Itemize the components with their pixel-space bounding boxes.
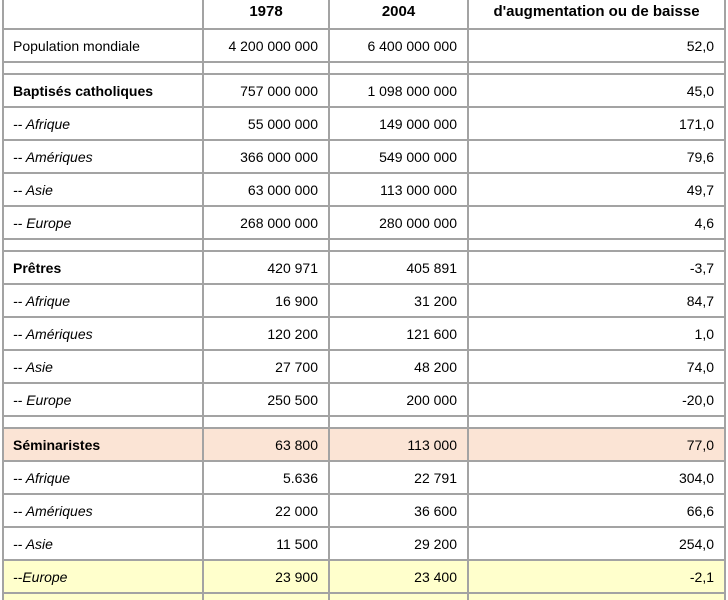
row-label: Population mondiale xyxy=(3,29,203,62)
row-value-1978: 420 971 xyxy=(203,251,329,284)
row-value-2004: 405 891 xyxy=(329,251,468,284)
empty-cell xyxy=(329,416,468,428)
empty-cell xyxy=(329,239,468,251)
row-value-1978: 757 000 000 xyxy=(203,74,329,107)
row-value-percentage: 171,0 xyxy=(468,107,725,140)
row-value-percentage: 52,0 xyxy=(468,29,725,62)
table-row xyxy=(3,383,725,416)
header-cell-label xyxy=(3,0,203,29)
row-value-2004: 113 000 xyxy=(329,428,468,461)
row-value-percentage: 304,0 xyxy=(468,461,725,494)
empty-cell xyxy=(3,593,203,600)
row-value-1978: 23 900 xyxy=(203,560,329,593)
row-value-1978: 22 000 xyxy=(203,494,329,527)
table-body xyxy=(3,29,725,600)
empty-cell xyxy=(3,239,203,251)
row-value-2004: 6 400 000 000 xyxy=(329,29,468,62)
table-header xyxy=(3,0,725,29)
row-value-2004: 1 098 000 000 xyxy=(329,74,468,107)
row-value-2004: 31 200 xyxy=(329,284,468,317)
empty-cell xyxy=(203,593,329,600)
table-row xyxy=(3,107,725,140)
table-row xyxy=(3,284,725,317)
empty-cell xyxy=(203,62,329,74)
row-label: --Europe xyxy=(3,560,203,593)
empty-cell xyxy=(203,416,329,428)
row-value-2004: 48 200 xyxy=(329,350,468,383)
table-row xyxy=(3,428,725,461)
row-value-1978: 63 000 000 xyxy=(203,173,329,206)
row-value-2004: 549 000 000 xyxy=(329,140,468,173)
row-value-percentage: 45,0 xyxy=(468,74,725,107)
row-value-percentage: 79,6 xyxy=(468,140,725,173)
header-cell-2004: 2004 xyxy=(329,0,468,29)
empty-cell xyxy=(3,416,203,428)
table-row xyxy=(3,29,725,62)
row-value-2004: 29 200 xyxy=(329,527,468,560)
row-value-percentage: 254,0 xyxy=(468,527,725,560)
row-value-2004: 121 600 xyxy=(329,317,468,350)
row-value-1978: 5.636 xyxy=(203,461,329,494)
spacer-row xyxy=(3,239,725,251)
row-value-1978: 55 000 000 xyxy=(203,107,329,140)
row-value-percentage: -3,7 xyxy=(468,251,725,284)
header-cell-percentage: d'augmentation ou de baisse xyxy=(468,0,725,29)
empty-cell xyxy=(468,416,725,428)
row-value-percentage: 49,7 xyxy=(468,173,725,206)
row-value-percentage: 66,6 xyxy=(468,494,725,527)
row-label: -- Asie xyxy=(3,173,203,206)
row-label: -- Europe xyxy=(3,206,203,239)
spacer-row xyxy=(3,416,725,428)
statistics-table xyxy=(2,0,726,600)
row-label: -- Afrique xyxy=(3,461,203,494)
row-label: Baptisés catholiques xyxy=(3,74,203,107)
empty-cell xyxy=(329,593,468,600)
row-value-1978: 11 500 xyxy=(203,527,329,560)
row-label: Prêtres xyxy=(3,251,203,284)
table-row xyxy=(3,206,725,239)
partial-row xyxy=(3,593,725,600)
row-label: -- Asie xyxy=(3,350,203,383)
empty-cell xyxy=(329,62,468,74)
empty-cell xyxy=(468,62,725,74)
row-value-percentage: -20,0 xyxy=(468,383,725,416)
table-row xyxy=(3,527,725,560)
row-label: -- Amériques xyxy=(3,140,203,173)
row-value-percentage: 1,0 xyxy=(468,317,725,350)
row-value-percentage: 84,7 xyxy=(468,284,725,317)
row-value-1978: 120 200 xyxy=(203,317,329,350)
row-label: -- Europe xyxy=(3,383,203,416)
row-value-2004: 200 000 xyxy=(329,383,468,416)
row-label: Séminaristes xyxy=(3,428,203,461)
row-value-1978: 250 500 xyxy=(203,383,329,416)
row-value-2004: 149 000 000 xyxy=(329,107,468,140)
table-row xyxy=(3,251,725,284)
table-row xyxy=(3,173,725,206)
row-value-percentage: -2,1 xyxy=(468,560,725,593)
table-row xyxy=(3,494,725,527)
row-value-2004: 23 400 xyxy=(329,560,468,593)
row-value-1978: 63 800 xyxy=(203,428,329,461)
row-value-1978: 268 000 000 xyxy=(203,206,329,239)
header-cell-1978: 1978 xyxy=(203,0,329,29)
row-value-2004: 36 600 xyxy=(329,494,468,527)
spacer-row xyxy=(3,62,725,74)
row-value-1978: 366 000 000 xyxy=(203,140,329,173)
table-row xyxy=(3,74,725,107)
row-value-2004: 22 791 xyxy=(329,461,468,494)
table-row xyxy=(3,560,725,593)
row-value-percentage: 4,6 xyxy=(468,206,725,239)
row-value-1978: 4 200 000 000 xyxy=(203,29,329,62)
row-value-percentage: 77,0 xyxy=(468,428,725,461)
row-value-percentage: 74,0 xyxy=(468,350,725,383)
row-label: -- Afrique xyxy=(3,107,203,140)
empty-cell xyxy=(468,593,725,600)
empty-cell xyxy=(3,62,203,74)
row-value-1978: 16 900 xyxy=(203,284,329,317)
row-value-2004: 280 000 000 xyxy=(329,206,468,239)
row-label: -- Amériques xyxy=(3,494,203,527)
header-row xyxy=(3,0,725,29)
table-row xyxy=(3,317,725,350)
table-row xyxy=(3,140,725,173)
row-label: -- Amériques xyxy=(3,317,203,350)
row-label: -- Asie xyxy=(3,527,203,560)
row-label: -- Afrique xyxy=(3,284,203,317)
empty-cell xyxy=(468,239,725,251)
row-value-1978: 27 700 xyxy=(203,350,329,383)
row-value-2004: 113 000 000 xyxy=(329,173,468,206)
table-row xyxy=(3,461,725,494)
empty-cell xyxy=(203,239,329,251)
table-row xyxy=(3,350,725,383)
